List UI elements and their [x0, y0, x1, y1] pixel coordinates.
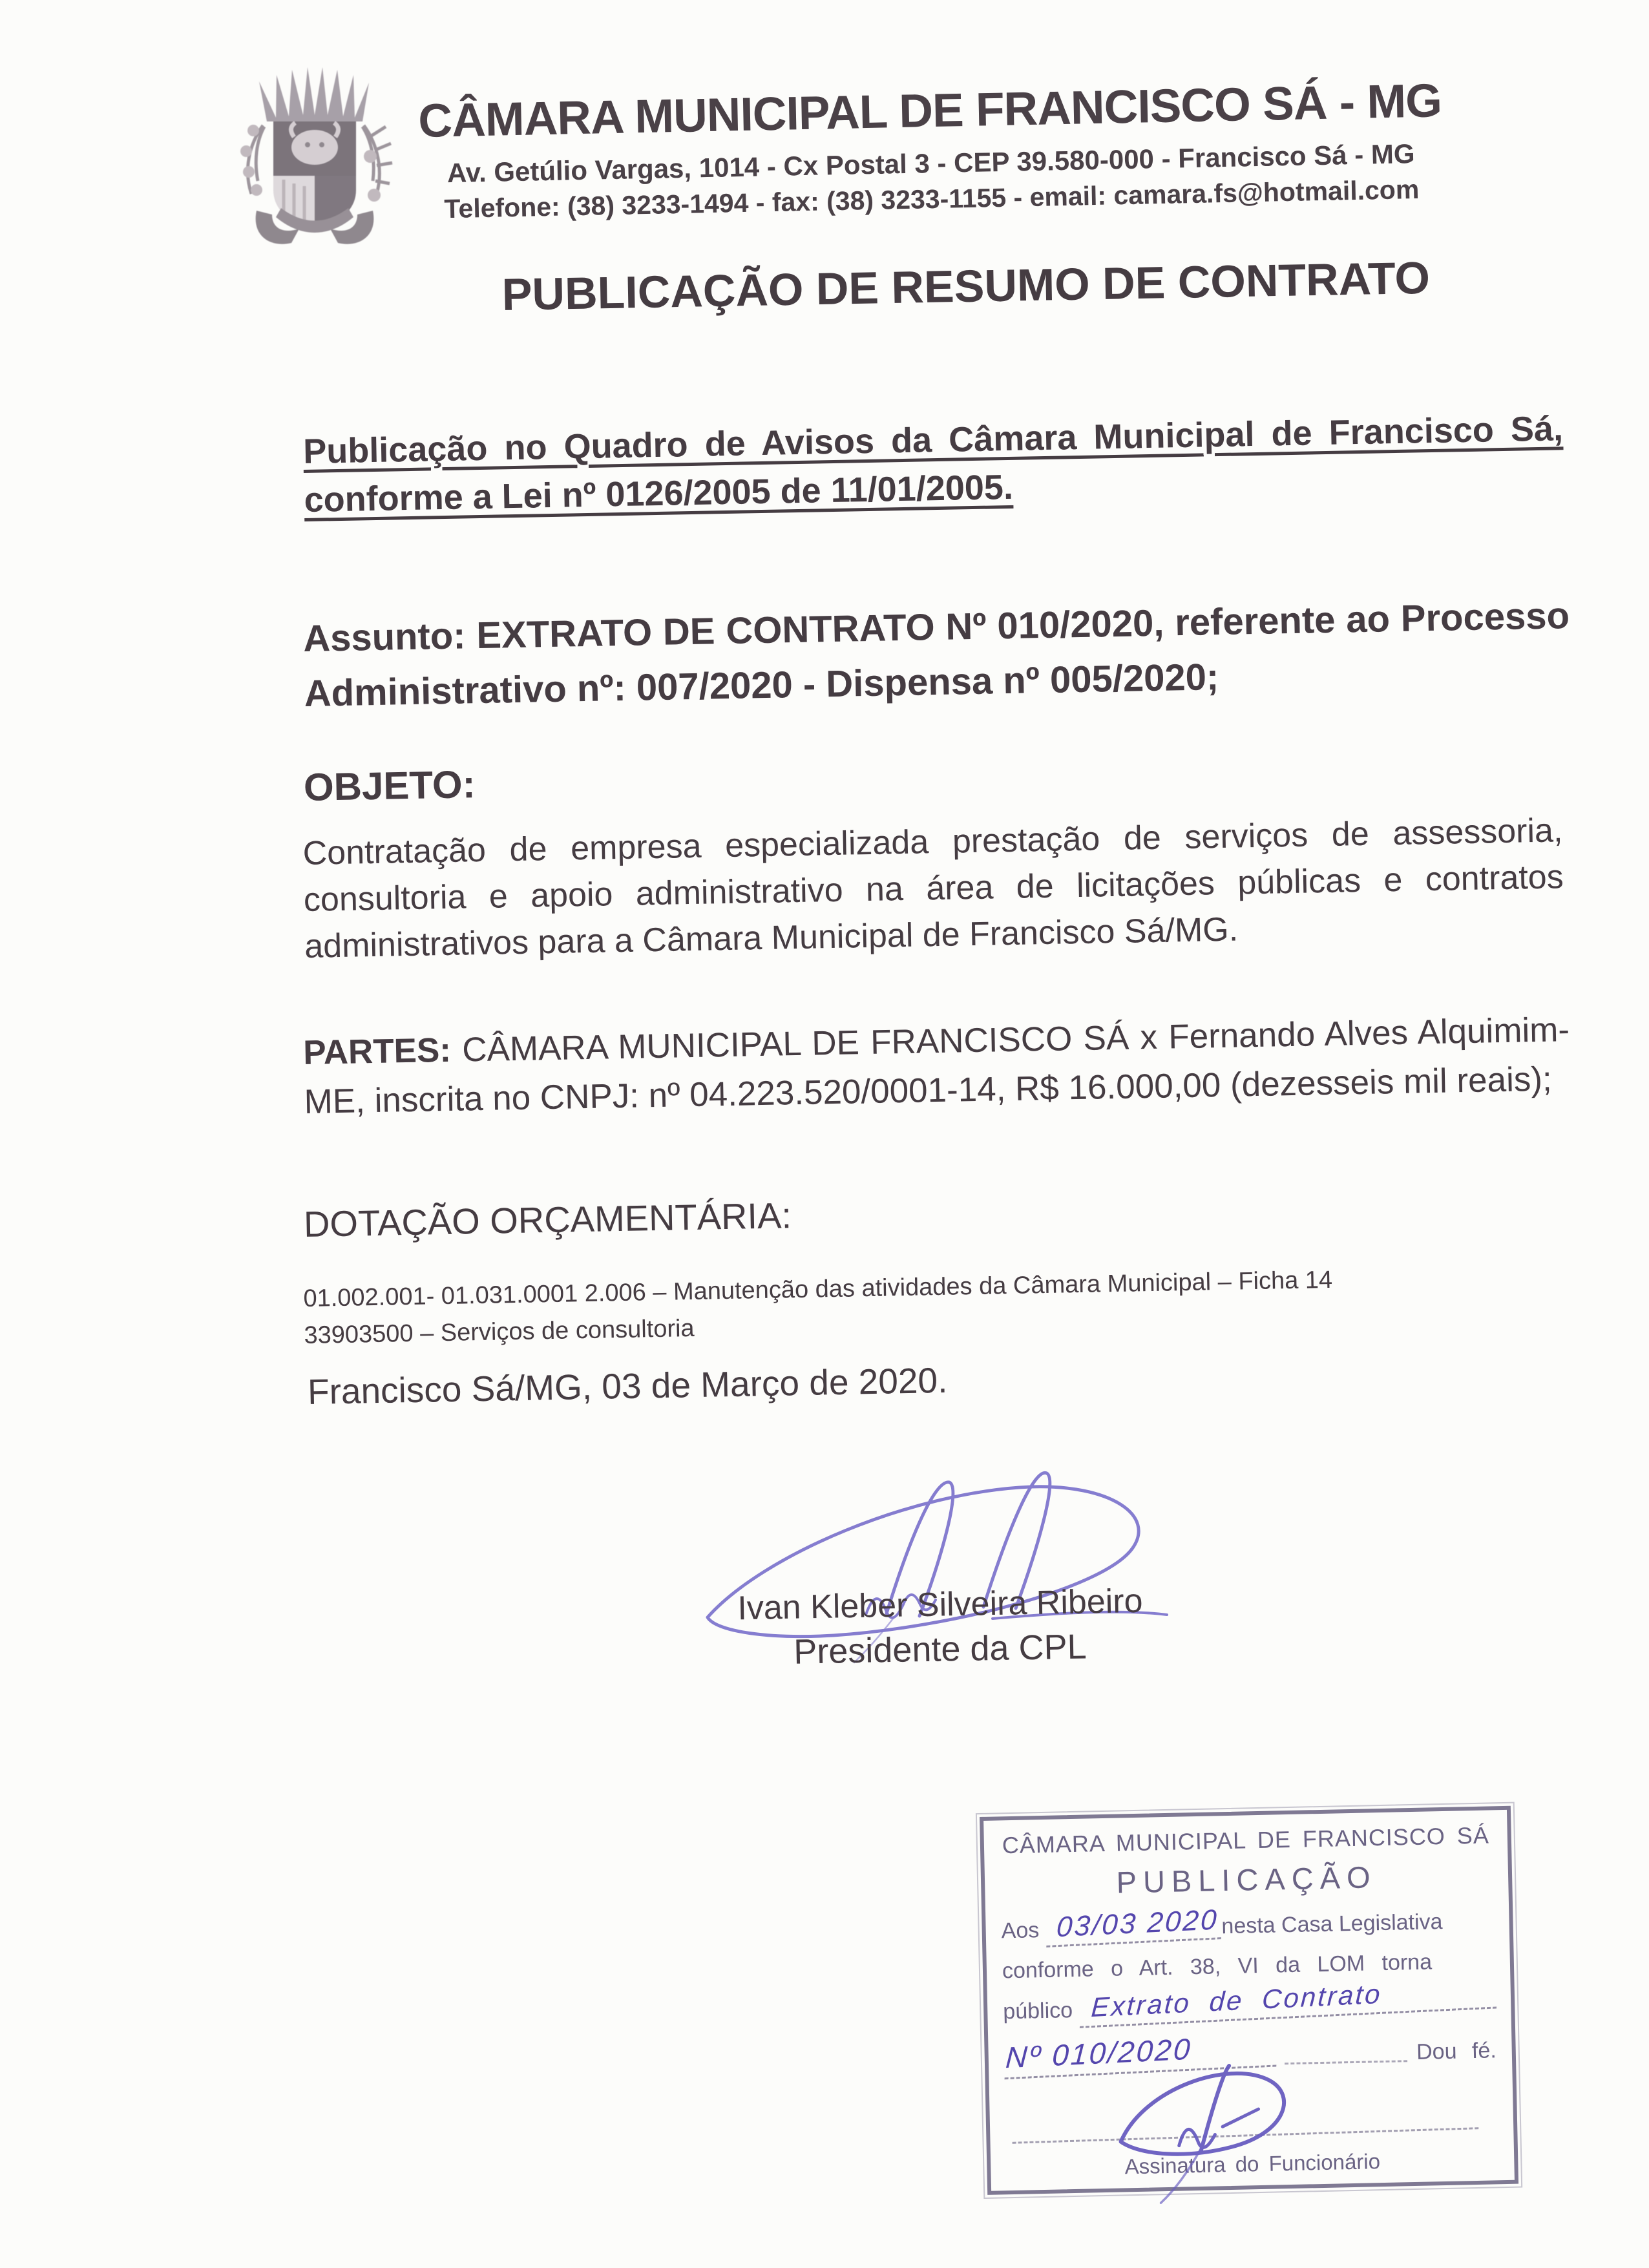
stamp-caption: Assinatura do Funcionário: [1124, 2149, 1381, 2179]
budget-heading: DOTAÇÃO ORÇAMENTÁRIA:: [303, 1195, 792, 1244]
stamp-date-line: [1001, 1902, 1494, 1948]
coat-of-arms-logo: [216, 59, 410, 266]
org-address: Av. Getúlio Vargas, 1014 - Cx Postal 3 - CEP 39.580-000 - Francisco Sá - MG: [446, 138, 1416, 189]
budget-line: 01.002.001- 01.031.0001 2.006 – Manutenção das atividades da Câmara Municipal – Ficha 14: [303, 1266, 1333, 1313]
stamp-org-line: CÂMARA MUNICIPAL DE FRANCISCO SÁ: [1002, 1822, 1490, 1859]
org-name: CÂMARA MUNICIPAL DE FRANCISCO SÁ - MG: [417, 74, 1442, 147]
stamp-title: PUBLICAÇÃO: [1116, 1860, 1378, 1900]
parties-text: CÂMARA MUNICIPAL DE FRANCISCO SÁ x Fernando Alves Alquimim-ME, inscrita no CNPJ: nº 04.223.520/0001-14, R$ 16.000,00 (dezesseis mil reais);: [304, 1011, 1570, 1121]
stamp-date-prefix: Aos: [1001, 1918, 1040, 1944]
object-paragraph: Contratação de empresa especializada prestação de serviços de assessoria, consultoria e apoio administrativo na área de licitações públicas e contratos administrativos para a Câmara Municipal de Francisco Sá/MG.: [302, 812, 1564, 965]
stamp-date-suffix: nesta Casa Legislativa: [1221, 1909, 1443, 1939]
place-date-line: Francisco Sá/MG, 03 de Março de 2020.: [307, 1360, 948, 1412]
subject-text: EXTRATO DE CONTRATO Nº 010/2020, referente ao Processo Administrativo nº: 007/2020 - Dispensa nº 005/2020;: [304, 594, 1570, 715]
letterhead: [417, 74, 1444, 225]
parties-paragraph: [303, 1005, 1571, 1126]
stamp-date-handwritten: 03/03 2020: [1046, 1904, 1223, 1948]
parties-label: PARTES:: [302, 1031, 452, 1073]
stamp-public-line: [1002, 1978, 1496, 2030]
stamp-signature-area: [1005, 2069, 1498, 2156]
budget-lines: [303, 1258, 1532, 1354]
publication-stamp: [980, 1806, 1518, 2195]
stamp-public-handwritten: Extrato de Contrato: [1080, 1973, 1498, 2028]
budget-line: 33903500 – Serviços de consultoria: [304, 1314, 695, 1349]
org-contact: Telefone: (38) 3233-1494 - fax: (38) 3233-1155 - email: camara.fs@hotmail.com: [444, 174, 1420, 224]
signatory-role: Presidente da CPL: [793, 1627, 1087, 1672]
stamp-public-prefix: público: [1002, 1998, 1073, 2024]
stamp-signature-line: [1013, 2127, 1479, 2144]
stamp-dashed-line: [1285, 2060, 1407, 2064]
stamp-body-line: conforme o Art. 38, VI da LOM torna: [1002, 1949, 1433, 1984]
subject-label: Assunto:: [302, 614, 467, 660]
publication-notice: Publicação no Quadro de Avisos da Câmara Municipal de Francisco Sá, conforme a Lei nº 0126/2005 de 11/01/2005.: [302, 409, 1564, 520]
object-heading: OBJETO:: [303, 762, 476, 809]
subject-paragraph: [302, 588, 1571, 721]
signatory-name: Ivan Kleber Silveira Ribeiro: [737, 1582, 1143, 1628]
stamp-number-handwritten: Nº 010/2020: [1005, 2027, 1279, 2079]
document-title: PUBLICAÇÃO DE RESUMO DE CONTRATO: [501, 252, 1431, 320]
stamp-attest-text: Dou fé.: [1416, 2038, 1497, 2064]
